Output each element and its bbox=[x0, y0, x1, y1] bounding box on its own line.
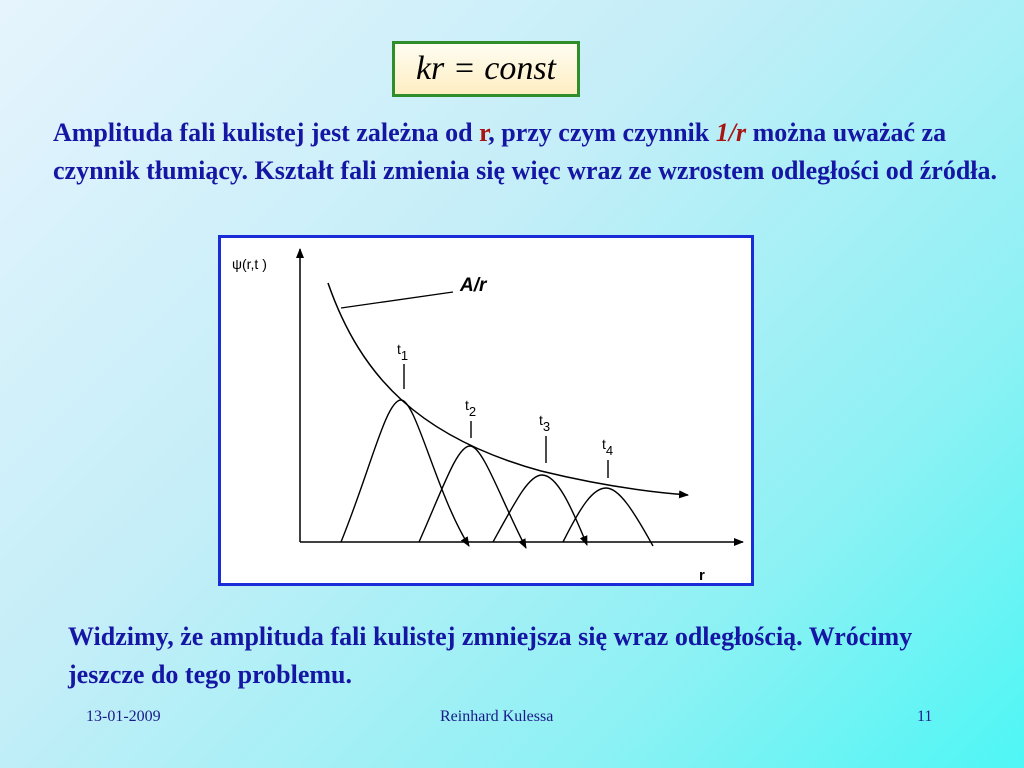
y-axis-label: ψ(r,t ) bbox=[232, 256, 267, 272]
para1-r-highlight: r bbox=[479, 118, 489, 147]
para1-text-2: , przy czym czynnik bbox=[488, 118, 716, 147]
formula-text: kr = const bbox=[415, 50, 557, 87]
envelope-label: A/r bbox=[460, 275, 487, 296]
envelope-leader-line bbox=[341, 292, 453, 308]
paragraph-conclusion: Widzimy, że amplituda fali kulistej zmniejsza się wraz odległością. Wrócimy jeszcze do tego problemu. bbox=[68, 622, 913, 689]
footer-author: Reinhard Kulessa bbox=[440, 708, 554, 725]
para1-text-3: można uważać za czynnik tłumiący. Kształt fali zmienia się więc wraz ze wzrostem odległości od źródła. bbox=[53, 118, 997, 185]
paragraph-amplitude bbox=[53, 114, 1003, 190]
envelope-curve bbox=[328, 283, 688, 495]
para1-text-1: Amplituda fali kulistej jest zależna od bbox=[53, 118, 480, 147]
formula-box bbox=[392, 41, 580, 97]
x-axis-label: r bbox=[699, 567, 705, 583]
t3-label: t3 bbox=[539, 412, 551, 434]
footer-date: 13-01-2009 bbox=[86, 708, 161, 725]
t4-label: t4 bbox=[602, 436, 614, 458]
wave-figure bbox=[218, 235, 754, 586]
t1-label: t1 bbox=[397, 341, 409, 363]
wave-diagram-svg bbox=[221, 238, 751, 583]
t2-label: t2 bbox=[465, 397, 477, 419]
footer-page-number: 11 bbox=[917, 708, 933, 725]
wave-packet-t4 bbox=[563, 488, 653, 546]
para1-factor-highlight: 1/r bbox=[715, 118, 747, 147]
